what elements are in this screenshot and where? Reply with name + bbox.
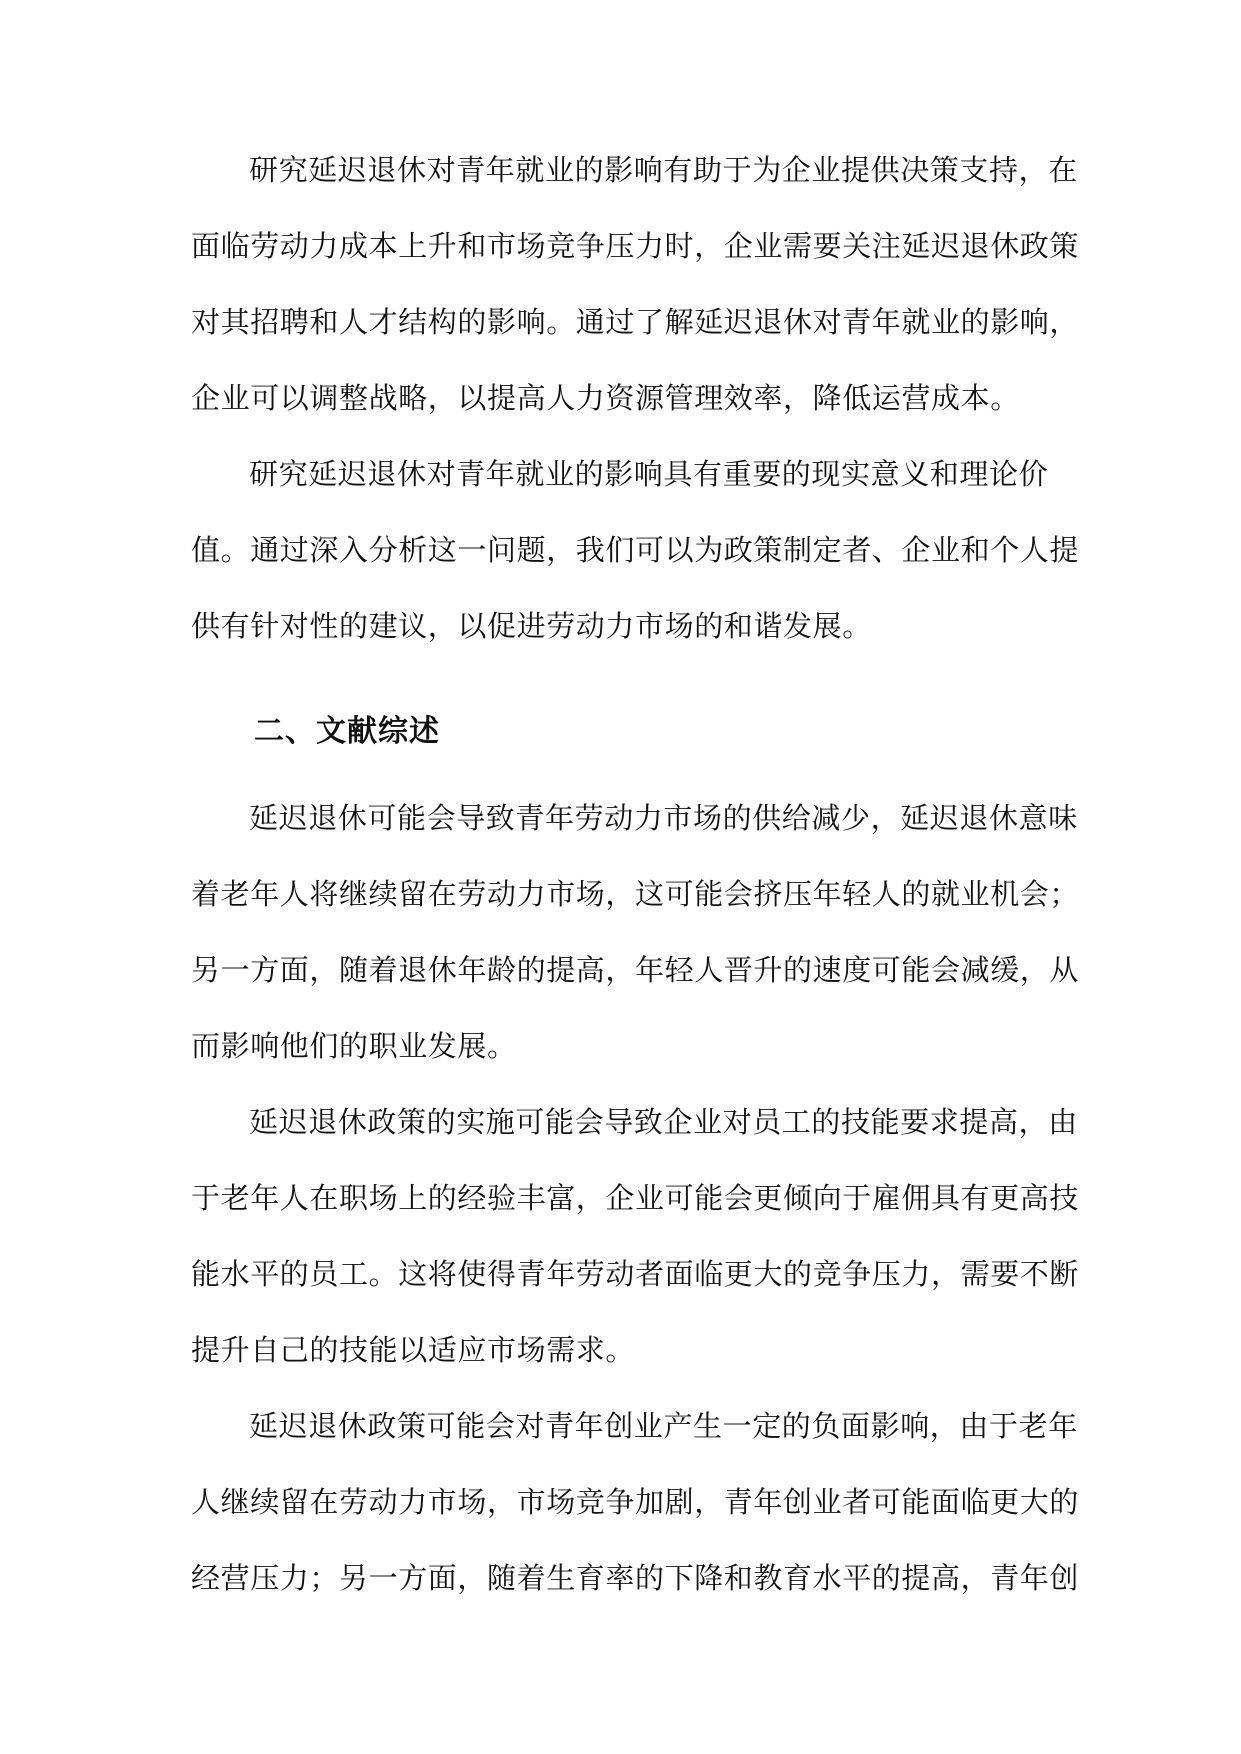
paragraph-line: 于老年人在职场上的经验丰富，企业可能会更倾向于雇佣具有更高技 — [191, 1181, 1080, 1215]
paragraph-line: 经营压力；另一方面，随着生育率的下降和教育水平的提高，青年创 — [191, 1561, 1080, 1595]
paragraph-line: 另一方面，随着退休年龄的提高，年轻人晋升的速度可能会减缓，从 — [191, 953, 1080, 987]
paragraph-line: 企业可以调整战略，以提高人力资源管理效率，降低运营成本。 — [191, 381, 1020, 415]
paragraph-line: 延迟退休可能会导致青年劳动力市场的供给减少，延迟退休意味 — [249, 801, 1078, 835]
paragraph-line: 延迟退休政策可能会对青年创业产生一定的负面影响，由于老年 — [249, 1409, 1078, 1443]
paragraph-line: 人继续留在劳动力市场，市场竞争加剧，青年创业者可能面临更大的 — [191, 1485, 1080, 1519]
paragraph-line: 着老年人将继续留在劳动力市场，这可能会挤压年轻人的就业机会； — [191, 877, 1080, 911]
section-heading: 二、文献综述 — [254, 714, 440, 749]
paragraph-line: 面临劳动力成本上升和市场竞争压力时，企业需要关注延迟退休政策 — [191, 229, 1080, 263]
paragraph-line: 对其招聘和人才结构的影响。通过了解延迟退休对青年就业的影响， — [191, 305, 1080, 339]
paragraph-line: 提升自己的技能以适应市场需求。 — [191, 1333, 636, 1367]
paragraph-line: 供有针对性的建议，以促进劳动力市场的和谐发展。 — [191, 609, 872, 643]
paragraph-line: 能水平的员工。这将使得青年劳动者面临更大的竞争压力，需要不断 — [191, 1257, 1080, 1291]
paragraph-line: 值。通过深入分析这一问题，我们可以为政策制定者、企业和个人提 — [191, 533, 1080, 567]
paragraph-line: 而影响他们的职业发展。 — [191, 1029, 517, 1063]
paragraph-line: 延迟退休政策的实施可能会导致企业对员工的技能要求提高，由 — [249, 1105, 1078, 1139]
paragraph-line: 研究延迟退休对青年就业的影响具有重要的现实意义和理论价 — [249, 457, 1049, 491]
paragraph-line: 研究延迟退休对青年就业的影响有助于为企业提供决策支持，在 — [249, 153, 1078, 187]
